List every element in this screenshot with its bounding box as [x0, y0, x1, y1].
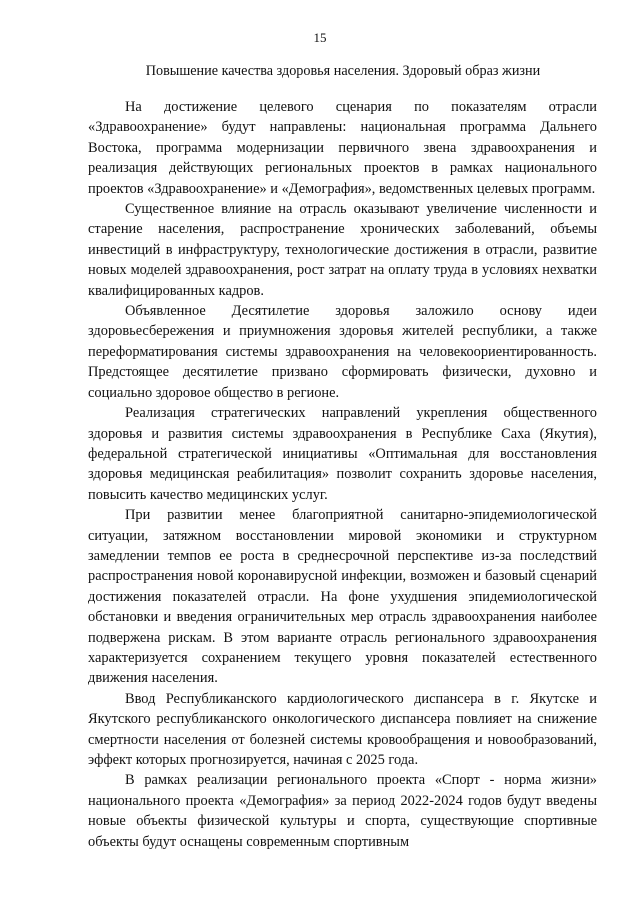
paragraph-7: В рамках реализации регионального проекта «Спорт - норма жизни» национального проекта «Демография» за период 2022-2024 годов будут введены новые объекты физической культуры и спорта, существующие спортивные объекты будут оснащены современным спортивным — [88, 772, 597, 850]
paragraph-6: Ввод Республиканского кардиологического диспансера в г. Якутске и Якутского республиканского онкологического диспансера повлияет на снижение смертности населения от болезней системы кровообращения и новообразований, эффект которых прогнозируется, начиная с 2025 года. — [88, 690, 597, 768]
paragraph-2: Существенное влияние на отрасль оказывают увеличение численности и старение населения, распространение хронических заболеваний, объемы инвестиций в инфраструктуру, технологические достижения в отрасли, развитие новых моделей здравоохранения, рост затрат на оплату труда в условиях нехватки квалифицированных кадров. — [88, 201, 597, 299]
page-number: 15 — [313, 30, 327, 45]
paragraph-1: На достижение целевого сценария по показателям отрасли «Здравоохранение» будут направлены: национальная программа Дальнего Востока, программа модернизации первичного звена здравоохранения и реализация действующих региональных проектов в рамках национального проектов «Здравоохранение» и «Демография», ведомственных целевых программ. — [88, 99, 597, 197]
body-text — [88, 97, 597, 852]
paragraph-3: Объявленное Десятилетие здоровья заложило основу идеи здоровьесбережения и приумножения здоровья жителей республики, а также переформатирования системы здравоохранения на человекоориентированность. Предстоящее десятилетие призвано сформировать физически, духовно и социально здоровое общество в регионе. — [88, 303, 597, 401]
paragraph-4: Реализация стратегических направлений укрепления общественного здоровья и развития системы здравоохранения в Республике Саха (Якутия), федеральной стратегической инициативы «Оптимальная для восстановления здоровья медицинская реабилитация» позволит сохранить здоровье населения, повысить качество медицинских услуг. — [88, 405, 597, 503]
section-heading: Повышение качества здоровья населения. Здоровый образ жизни — [145, 63, 541, 79]
paragraph-5: При развитии менее благоприятной санитарно-эпидемиологической ситуации, затяжном восстановлении мировой экономики и структурном замедлении темпов ее роста в среднесрочной перспективе из-за последствий распространения новой коронавирусной инфекции, возможен и базовый сценарий достижения показателей отрасли. На фоне ухудшения эпидемиологической обстановки и введения ограничительных мер отрасль здравоохранения наиболее подвержена рискам. В этом варианте отрасль регионального здравоохранения характеризуется сохранением текущего уровня показателей естественного движения населения. — [88, 507, 597, 687]
